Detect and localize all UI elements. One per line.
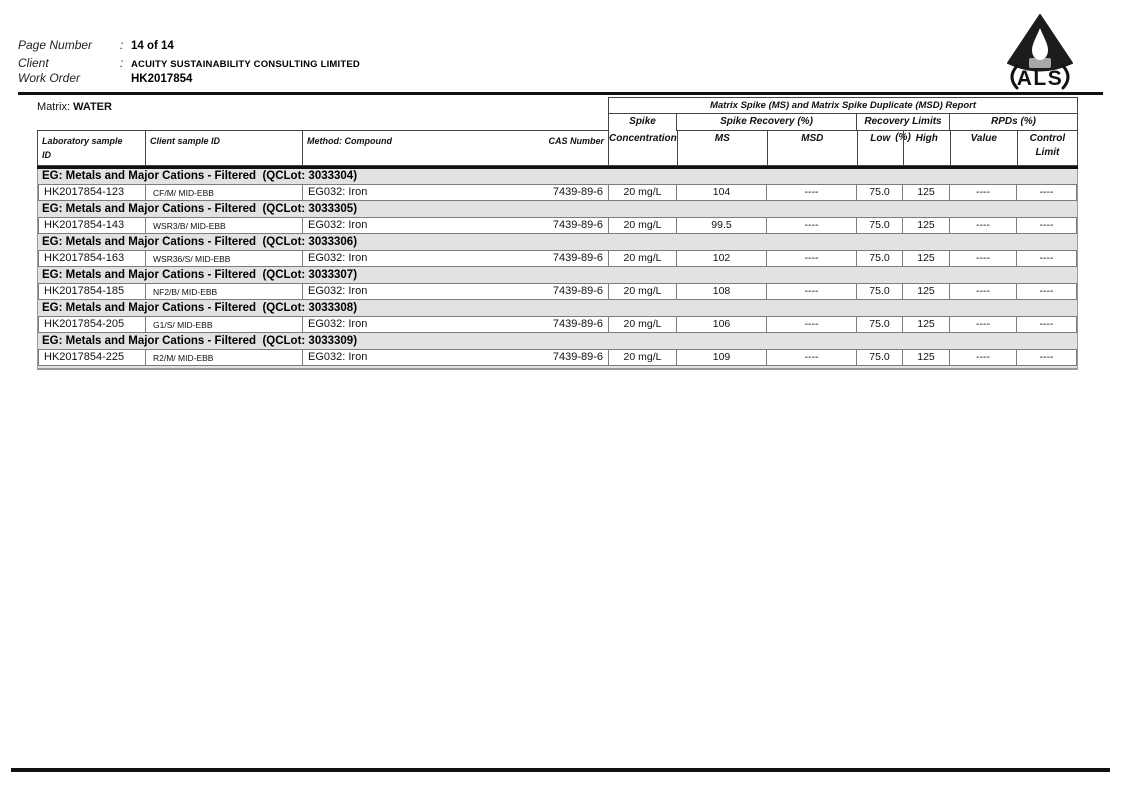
- cas-number: 7439-89-6: [552, 219, 603, 231]
- cas-number: 7439-89-6: [552, 285, 603, 297]
- rpd-control-limit-cell: ----: [1017, 349, 1077, 366]
- work-order-value: HK2017854: [131, 73, 193, 85]
- client-sample-id-cell: G1/S/ MID-EBB: [146, 316, 303, 333]
- qc-group: [38, 202, 1077, 234]
- qc-group: [38, 334, 1077, 366]
- method-compound: EG032: Iron: [308, 252, 368, 264]
- als-logo-text: ALS: [1016, 67, 1064, 90]
- method-compound: EG032: Iron: [308, 318, 368, 330]
- page-number-value: 14 of 14: [131, 40, 174, 52]
- method-compound: EG032: Iron: [308, 351, 368, 363]
- table-left-header: [37, 130, 608, 166]
- col-header-concentration: Concentration: [609, 131, 678, 165]
- page-number-row: [18, 38, 174, 52]
- recovery-high-cell: 125: [903, 217, 950, 234]
- table-body: [37, 169, 1078, 370]
- qc-group-title: EG: Metals and Major Cations - Filtered (QCLot: 3033304): [42, 170, 358, 182]
- spike-concentration-cell: 20 mg/L: [609, 316, 677, 333]
- work-order-label: Work Order: [18, 71, 81, 85]
- table-row: [38, 217, 1077, 234]
- table-row: [38, 316, 1077, 333]
- qc-group-title: EG: Metals and Major Cations - Filtered (QCLot: 3033306): [42, 236, 358, 248]
- ms-recovery-cell: 108: [677, 283, 767, 300]
- recovery-high-cell: 125: [903, 349, 950, 366]
- rpd-value-cell: ----: [950, 349, 1017, 366]
- table-row: [38, 283, 1077, 300]
- rpd-value-cell: ----: [950, 184, 1017, 201]
- method-cas-cell: [303, 349, 609, 366]
- msd-recovery-cell: ----: [767, 316, 857, 333]
- cas-number: 7439-89-6: [552, 351, 603, 363]
- qc-group-title: EG: Metals and Major Cations - Filtered (QCLot: 3033307): [42, 269, 358, 281]
- table-row: [38, 184, 1077, 201]
- recovery-low-cell: 75.0: [857, 283, 903, 300]
- lab-sample-id-cell: HK2017854-205: [38, 316, 146, 333]
- recovery-low-cell: 75.0: [857, 184, 903, 201]
- lab-sample-id-cell: HK2017854-123: [38, 184, 146, 201]
- col-header-high: High: [904, 131, 951, 165]
- method-cas-cell: [303, 316, 609, 333]
- lab-id-header-line2: ID: [42, 150, 51, 160]
- cas-number: 7439-89-6: [552, 318, 603, 330]
- table-right-header: [608, 97, 1078, 166]
- matrix-value: WATER: [73, 101, 112, 113]
- method-cas-cell: [303, 184, 609, 201]
- recovery-high-cell: 125: [903, 184, 950, 201]
- rpd-control-limit-cell: ----: [1017, 283, 1077, 300]
- client-sample-id-cell: WSR36/S/ MID-EBB: [146, 250, 303, 267]
- lab-sample-id-cell: HK2017854-163: [38, 250, 146, 267]
- page-number-label: Page Number: [18, 38, 93, 52]
- method-cas-cell: [303, 250, 609, 267]
- recovery-low-cell: 75.0: [857, 217, 903, 234]
- col-header-cas-number: CAS Number: [548, 136, 604, 146]
- msd-recovery-cell: ----: [767, 250, 857, 267]
- footer-divider: [11, 768, 1110, 772]
- col-header-recovery-limits: Recovery Limits (%): [857, 114, 950, 131]
- cas-number: 7439-89-6: [552, 186, 603, 198]
- spike-concentration-cell: 20 mg/L: [609, 283, 677, 300]
- method-compound: EG032: Iron: [308, 285, 368, 297]
- matrix-line: [37, 101, 112, 113]
- recovery-low-cell: 75.0: [857, 316, 903, 333]
- sub-header-row: [609, 131, 1077, 165]
- ms-recovery-cell: 106: [677, 316, 767, 333]
- spike-concentration-cell: 20 mg/L: [609, 217, 677, 234]
- recovery-low-cell: 75.0: [857, 250, 903, 267]
- lab-sample-id-cell: HK2017854-185: [38, 283, 146, 300]
- method-cas-cell: [303, 283, 609, 300]
- col-header-rpds: RPDs (%): [950, 114, 1077, 131]
- col-header-value: Value: [951, 131, 1018, 165]
- method-cas-cell: [303, 217, 609, 234]
- qc-group-title: EG: Metals and Major Cations - Filtered (QCLot: 3033308): [42, 302, 358, 314]
- rpd-value-cell: ----: [950, 217, 1017, 234]
- col-header-method-cas: [303, 131, 608, 165]
- table-row: [38, 349, 1077, 366]
- recovery-low-cell: 75.0: [857, 349, 903, 366]
- rpd-value-cell: ----: [950, 250, 1017, 267]
- client-sample-id-cell: WSR3/B/ MID-EBB: [146, 217, 303, 234]
- client-value: ACUITY SUSTAINABILITY CONSULTING LIMITED: [131, 59, 360, 70]
- method-compound: EG032: Iron: [308, 219, 368, 231]
- ms-recovery-cell: 104: [677, 184, 767, 201]
- msd-recovery-cell: ----: [767, 283, 857, 300]
- qc-group: [38, 169, 1077, 201]
- col-header-method-compound: Method: Compound: [307, 136, 392, 146]
- msd-recovery-cell: ----: [767, 217, 857, 234]
- client-label: Client: [18, 56, 49, 70]
- recovery-high-cell: 125: [903, 316, 950, 333]
- qc-group: [38, 268, 1077, 300]
- rpd-control-limit-cell: ----: [1017, 250, 1077, 267]
- table-row: [38, 250, 1077, 267]
- qc-group-title: EG: Metals and Major Cations - Filtered (QCLot: 3033309): [42, 335, 358, 347]
- rpd-control-limit-cell: ----: [1017, 184, 1077, 201]
- matrix-label: Matrix:: [37, 101, 70, 113]
- spike-concentration-cell: 20 mg/L: [609, 349, 677, 366]
- qc-group-title: EG: Metals and Major Cations - Filtered (QCLot: 3033305): [42, 203, 358, 215]
- qc-group: [38, 235, 1077, 267]
- spike-concentration-cell: 20 mg/L: [609, 250, 677, 267]
- page-number-colon: :: [120, 38, 124, 52]
- report-title: Matrix Spike (MS) and Matrix Spike Duplicate (MSD) Report: [609, 98, 1077, 114]
- rpd-control-limit-cell: ----: [1017, 217, 1077, 234]
- client-colon: :: [120, 56, 124, 70]
- cas-number: 7439-89-6: [552, 252, 603, 264]
- lab-sample-id-cell: HK2017854-143: [38, 217, 146, 234]
- lab-sample-id-cell: HK2017854-225: [38, 349, 146, 366]
- qc-group: [38, 301, 1077, 333]
- col-header-laboratory-sample-id: [38, 131, 146, 165]
- client-sample-id-cell: NF2/B/ MID-EBB: [146, 283, 303, 300]
- lab-id-header-line1: Laboratory sample: [42, 136, 123, 146]
- rpd-control-limit-cell: ----: [1017, 316, 1077, 333]
- rpd-value-cell: ----: [950, 316, 1017, 333]
- recovery-high-cell: 125: [903, 250, 950, 267]
- recovery-high-cell: 125: [903, 283, 950, 300]
- col-header-client-sample-id: Client sample ID: [146, 131, 303, 165]
- rpd-value-cell: ----: [950, 283, 1017, 300]
- col-header-ms: MS: [678, 131, 768, 165]
- als-logo: [1000, 13, 1080, 91]
- client-sample-id-cell: R2/M/ MID-EBB: [146, 349, 303, 366]
- col-header-low: Low: [858, 131, 904, 165]
- col-header-spike: Spike: [609, 114, 677, 131]
- client-sample-id-cell: CF/M/ MID-EBB: [146, 184, 303, 201]
- ms-recovery-cell: 102: [677, 250, 767, 267]
- work-order-row: [18, 71, 192, 85]
- spike-concentration-cell: 20 mg/L: [609, 184, 677, 201]
- msd-recovery-cell: ----: [767, 349, 857, 366]
- ms-recovery-cell: 109: [677, 349, 767, 366]
- client-row: [18, 56, 360, 70]
- col-header-spike-recovery: Spike Recovery (%): [677, 114, 857, 131]
- col-header-control-limit: Control Limit: [1029, 133, 1066, 158]
- ms-recovery-cell: 99.5: [677, 217, 767, 234]
- method-compound: EG032: Iron: [308, 186, 368, 198]
- col-header-msd: MSD: [768, 131, 858, 165]
- msd-recovery-cell: ----: [767, 184, 857, 201]
- als-logo-icon: [1000, 13, 1080, 91]
- header-divider: [18, 92, 1103, 95]
